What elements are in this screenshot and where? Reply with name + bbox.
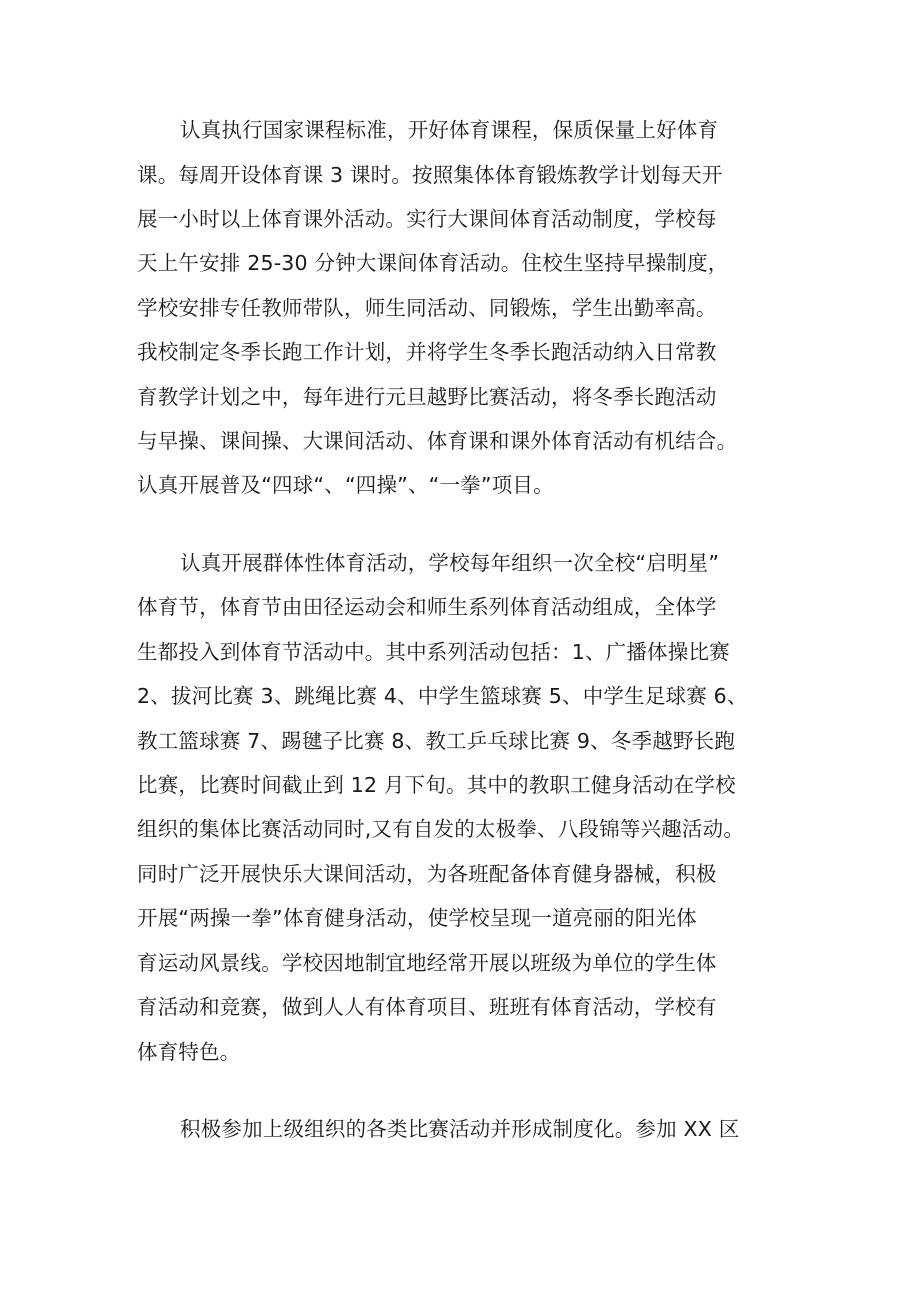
paragraph-2-line-5: 教工篮球赛 7、踢毽子比赛 8、教工乒乓球比赛 9、冬季越野长跑 [137, 729, 736, 753]
paragraph-2-line-2: 体育节，体育节由田径运动会和师生系列体育活动组成，全体学 [137, 595, 717, 619]
paragraph-1-line-2: 课。每周开设体育课 3 课时。按照集体体育锻炼教学计划每天开 [137, 163, 723, 187]
paragraph-2-line-9: 开展“两操一拳”体育健身活动，使学校呈现一道亮丽的阳光体 [137, 906, 697, 930]
paragraph-2-line-10: 育运动风景线。学校因地制宜地经常开展以班级为单位的学生体 [137, 951, 717, 975]
paragraph-2-line-3: 生都投入到体育节活动中。其中系列活动包括：1、广播体操比赛 [137, 640, 730, 664]
paragraph-2-line-4: 2、拔河比赛 3、跳绳比赛 4、中学生篮球赛 5、中学生足球赛 6、 [137, 684, 748, 708]
paragraph-1-line-6: 我校制定冬季长跑工作计划，并将学生冬季长跑活动纳入日常教 [137, 340, 717, 364]
paragraph-2-line-6: 比赛，比赛时间截止到 12 月下旬。其中的教职工健身活动在学校 [137, 773, 736, 797]
paragraph-2-line-12: 体育特色。 [137, 1040, 241, 1064]
paragraph-1-line-1: 认真执行国家课程标准，开好体育课程，保质保量上好体育 [180, 118, 719, 142]
paragraph-2-line-7: 组织的集体比赛活动同时,又有自发的太极拳、八段锦等兴趣活动。 [137, 817, 745, 841]
paragraph-1-line-8: 与早操、课间操、大课间活动、体育课和课外体育活动有机结合。 [137, 429, 738, 453]
paragraph-1-line-7: 育教学计划之中，每年进行元旦越野比赛活动，将冬季长跑活动 [137, 385, 717, 409]
paragraph-2-line-1: 认真开展群体性体育活动，学校每年组织一次全校“启明星” [180, 551, 720, 575]
paragraph-2-line-11: 育活动和竞赛，做到人人有体育项目、班班有体育活动，学校有 [137, 995, 717, 1019]
paragraph-3-line-1: 积极参加上级组织的各类比赛活动并形成制度化。参加 XX 区 [180, 1117, 740, 1141]
paragraph-1-line-9: 认真开展普及“四球“、“四操”、“一拳”项目。 [137, 473, 554, 497]
paragraph-2-line-8: 同时广泛开展快乐大课间活动，为各班配备体育健身器械，积极 [137, 862, 717, 886]
paragraph-1-line-3: 展一小时以上体育课外活动。实行大课间体育活动制度，学校每 [137, 207, 717, 231]
paragraph-1-line-5: 学校安排专任教师带队，师生同活动、同锻炼，学生出勤率高。 [137, 296, 717, 320]
paragraph-1-line-4: 天上午安排 25-30 分钟大课间体育活动。住校生坚持早操制度， [137, 251, 729, 275]
